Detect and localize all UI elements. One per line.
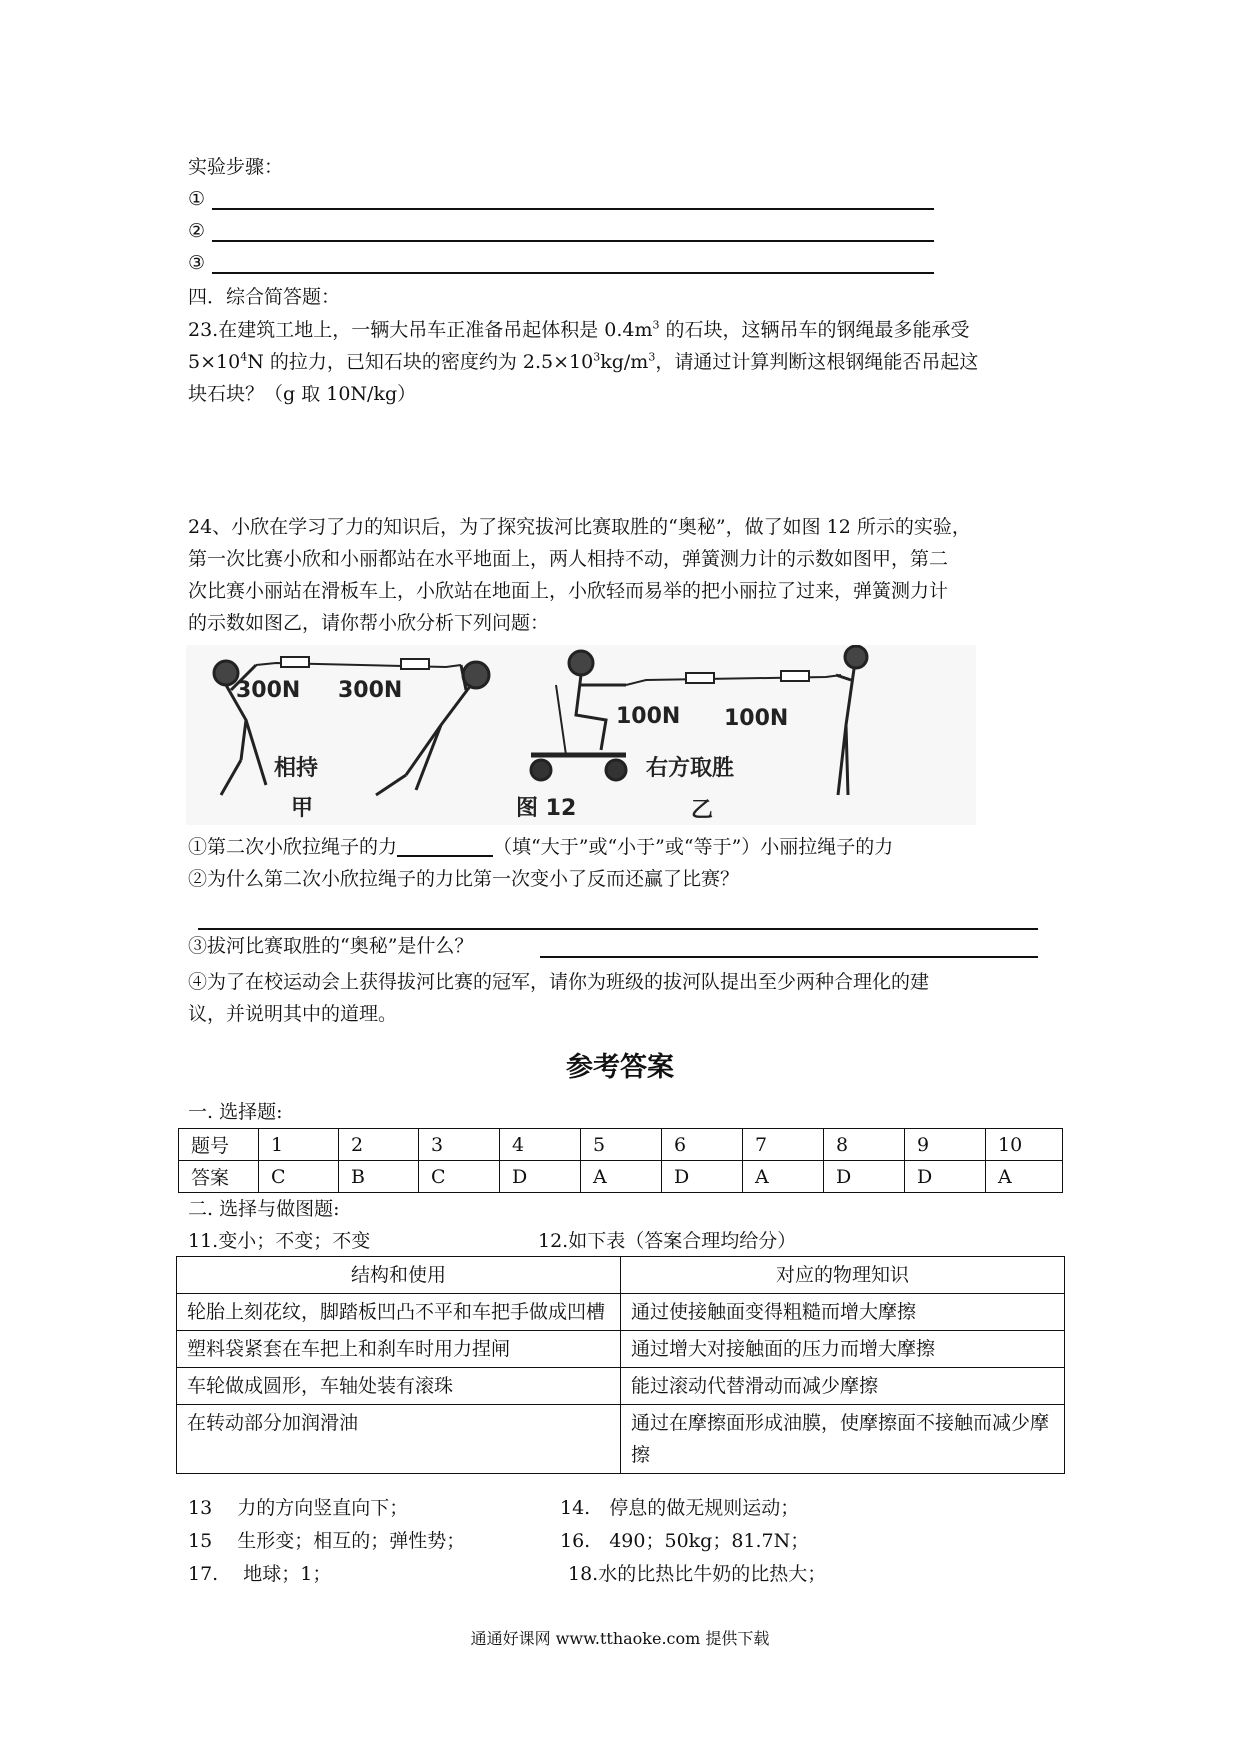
answer-18: 18.水的比热比牛奶的比热大； <box>568 1563 827 1585</box>
step-3-answer-line <box>212 272 934 274</box>
choice-answer-table <box>178 1128 1063 1193</box>
left-force-label-1: 300N <box>236 678 301 703</box>
right-force-label-2: 100N <box>724 706 789 731</box>
q23-line-3: 块石块？（g 取 10N/kg） <box>188 383 417 405</box>
left-force-label-2: 300N <box>338 678 403 703</box>
q24-sub-4-line-2: 议，并说明其中的道理。 <box>188 1003 398 1025</box>
q23-line-1: 23.在建筑工地上，一辆大吊车正准备吊起体积是 $0.4m^3$ 的石块，这辆吊车的钢绳最多能承受 <box>188 318 970 341</box>
question-number: 9 <box>905 1129 986 1161</box>
q24-sub-4-line-1: ④为了在校运动会上获得拔河比赛的冠军，请你为班级的拔河队提出至少两种合理化的建 <box>188 971 930 993</box>
answer-letter: A <box>743 1161 824 1193</box>
question-number: 5 <box>581 1129 662 1161</box>
structure-cell: 在转动部分加润滑油 <box>177 1405 621 1474</box>
q24-sub-2: ②为什么第二次小欣拉绳子的力比第一次变小了反而还赢了比赛？ <box>188 868 740 890</box>
column-header-physics: 对应的物理知识 <box>621 1257 1065 1294</box>
right-caption-2: 乙 <box>691 798 714 823</box>
answer-12-note: 12.如下表（答案合理均给分） <box>538 1230 797 1252</box>
question-number: 7 <box>743 1129 824 1161</box>
right-caption-1: 右方取胜 <box>646 756 735 781</box>
physics-cell: 通过使接触面变得粗糙而增大摩擦 <box>621 1294 1065 1331</box>
physics-cell: 能过滚动代替滑动而减少摩擦 <box>621 1368 1065 1405</box>
table-header-row <box>177 1257 1065 1294</box>
answer-letter: B <box>339 1161 419 1193</box>
q24-line-4: 的示数如图乙，请你帮小欣分析下列问题： <box>188 612 550 634</box>
step-1-answer-line <box>212 208 934 210</box>
physics-cell: 通过在摩擦面形成油膜，使摩擦面不接触而减少摩擦 <box>621 1405 1065 1474</box>
answers-title: 参考答案 <box>566 1052 674 1083</box>
answer-letter: D <box>824 1161 905 1193</box>
choice-answer-row <box>179 1161 1063 1193</box>
row-label-number: 题号 <box>179 1129 259 1161</box>
question-number: 4 <box>500 1129 581 1161</box>
bicycle-friction-table <box>176 1256 1065 1474</box>
answers-section-1: 一. 选择题: <box>188 1101 283 1123</box>
q24-line-3: 次比赛小丽站在滑板车上，小欣站在地面上，小欣轻而易举的把小丽拉了过来，弹簧测力计 <box>188 580 949 602</box>
answers-section-2: 二. 选择与做图题: <box>188 1198 340 1220</box>
question-number: 3 <box>419 1129 500 1161</box>
answer-16: 16. 490；50kg；81.7N； <box>560 1530 810 1552</box>
choice-number-row <box>179 1129 1063 1161</box>
q24-line-2: 第一次比赛小欣和小丽都站在水平地面上，两人相持不动，弹簧测力计的示数如图甲，第二 <box>188 548 949 570</box>
answer-11: 11.变小；不变；不变 <box>188 1230 371 1252</box>
q23-line-2: $5\times 10^4N$ 的拉力，已知石块的密度约为 $2.5\times 10^3kg/m^3$，请通过计算判断这根钢绳能否吊起这 <box>188 350 979 373</box>
answer-letter: A <box>581 1161 662 1193</box>
question-number: 1 <box>259 1129 339 1161</box>
structure-cell: 轮胎上刻花纹，脚踏板凹凸不平和车把手做成凹槽 <box>177 1294 621 1331</box>
table-row <box>177 1405 1065 1474</box>
right-force-label-1: 100N <box>616 704 681 729</box>
answer-13: 13 力的方向竖直向下； <box>188 1497 409 1519</box>
table-row <box>177 1331 1065 1368</box>
left-caption-2: 甲 <box>291 796 314 821</box>
q24-sub-3-answer-line <box>540 956 1038 958</box>
answer-letter: C <box>259 1161 339 1193</box>
figure-12-tug-of-war <box>186 645 976 825</box>
row-label-answer: 答案 <box>179 1161 259 1193</box>
footer-credit: 通通好课网 www.tthaoke.com 提供下载 <box>470 1629 770 1648</box>
step-3-marker: ③ <box>188 252 206 274</box>
answer-14: 14. 停息的做无规则运动； <box>560 1497 800 1519</box>
q24-sub-2-answer-line <box>198 928 1038 930</box>
physics-cell: 通过增大对接触面的压力而增大摩擦 <box>621 1331 1065 1368</box>
q24-sub-1: ①第二次小欣拉绳子的力 （填“大于”或“小于”或“等于”）小丽拉绳子的力 <box>188 836 894 858</box>
question-number: 8 <box>824 1129 905 1161</box>
steps-heading: 实验步骤： <box>188 156 284 178</box>
step-2-marker: ② <box>188 220 206 242</box>
answer-letter: C <box>419 1161 500 1193</box>
question-number: 10 <box>986 1129 1063 1161</box>
structure-cell: 塑料袋紧套在车把上和刹车时用力捏闸 <box>177 1331 621 1368</box>
table-row <box>177 1368 1065 1405</box>
answer-letter: D <box>662 1161 743 1193</box>
left-caption-1: 相持 <box>274 756 319 781</box>
column-header-structure: 结构和使用 <box>177 1257 621 1294</box>
q24-sub-1-blank <box>397 835 493 857</box>
answer-letter: D <box>905 1161 986 1193</box>
answer-letter: D <box>500 1161 581 1193</box>
answer-17: 17. 地球；1； <box>188 1563 332 1585</box>
answer-letter: A <box>986 1161 1063 1193</box>
section-4-heading: 四．综合简答题： <box>188 286 341 308</box>
q24-sub-3: ③拔河比赛取胜的“奥秘”是什么？ <box>188 935 474 957</box>
answer-15: 15 生形变；相互的；弹性势； <box>188 1530 466 1552</box>
step-1-marker: ① <box>188 188 206 210</box>
figure-title: 图 12 <box>516 796 577 821</box>
question-number: 6 <box>662 1129 743 1161</box>
q24-line-1: 24、小欣在学习了力的知识后，为了探究拔河比赛取胜的“奥秘”，做了如图 12 所示的实验， <box>188 516 971 538</box>
question-number: 2 <box>339 1129 419 1161</box>
table-row <box>177 1294 1065 1331</box>
structure-cell: 车轮做成圆形，车轴处装有滚珠 <box>177 1368 621 1405</box>
step-2-answer-line <box>212 240 934 242</box>
